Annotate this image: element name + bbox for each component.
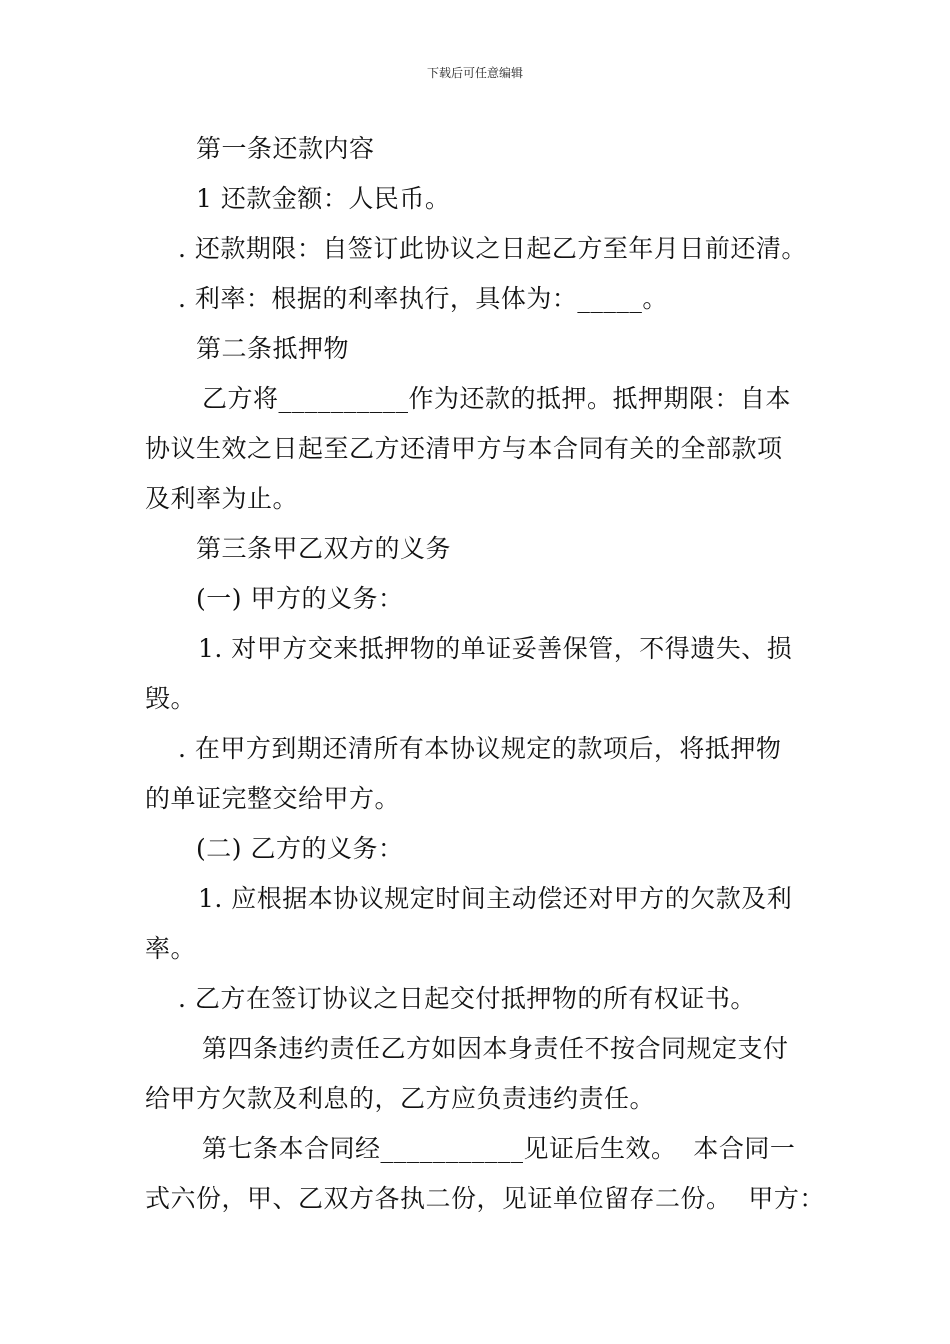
party-a-obligation-2-line-2: 的单证完整交给甲方。 [145, 784, 401, 813]
collateral-paragraph-line-3: 及利率为止。 [145, 484, 299, 513]
party-a-obligation-1-line-2: 毁。 [145, 684, 197, 713]
party-b-obligations-heading: (二) 乙方的义务： [196, 834, 404, 863]
section-heading-3: 第三条甲乙双方的义务 [196, 534, 452, 563]
collateral-paragraph-line-1: 乙方将__________作为还款的抵押。抵押期限：自本 [202, 384, 792, 413]
party-a-obligations-heading: (一) 甲方的义务： [196, 584, 404, 613]
clause-repayment-amount: 1 还款金额：人民币。 [196, 184, 451, 213]
liability-paragraph-line-2: 给甲方欠款及利息的，乙方应负责违约责任。 [145, 1084, 656, 1113]
party-a-obligation-1-line-1: 1. 对甲方交来抵押物的单证妥善保管，不得遗失、损 [198, 634, 793, 663]
section-heading-2: 第二条抵押物 [196, 334, 350, 363]
party-a-obligation-2-line-1: . 在甲方到期还清所有本协议规定的款项后，将抵押物 [178, 734, 782, 763]
effectiveness-paragraph-line-2: 式六份，甲、乙双方各执二份，见证单位留存二份。 甲方： [145, 1184, 825, 1213]
clause-repayment-term: . 还款期限：自签订此协议之日起乙方至年月日前还清。 [178, 234, 807, 263]
effectiveness-paragraph-line-1: 第七条本合同经___________见证后生效。 本合同一 [202, 1134, 796, 1163]
party-b-obligation-2: . 乙方在签订协议之日起交付抵押物的所有权证书。 [178, 984, 756, 1013]
page-header: 下载后可任意编辑 [426, 66, 523, 80]
clause-interest-rate: . 利率：根据的利率执行，具体为：_____。 [178, 284, 668, 313]
section-heading-1: 第一条还款内容 [196, 134, 375, 163]
party-b-obligation-1-line-2: 率。 [145, 934, 197, 963]
party-b-obligation-1-line-1: 1. 应根据本协议规定时间主动偿还对甲方的欠款及利 [198, 884, 793, 913]
collateral-paragraph-line-2: 协议生效之日起至乙方还清甲方与本合同有关的全部款项 [145, 434, 783, 463]
liability-paragraph-line-1: 第四条违约责任乙方如因本身责任不按合同规定支付 [202, 1034, 789, 1063]
